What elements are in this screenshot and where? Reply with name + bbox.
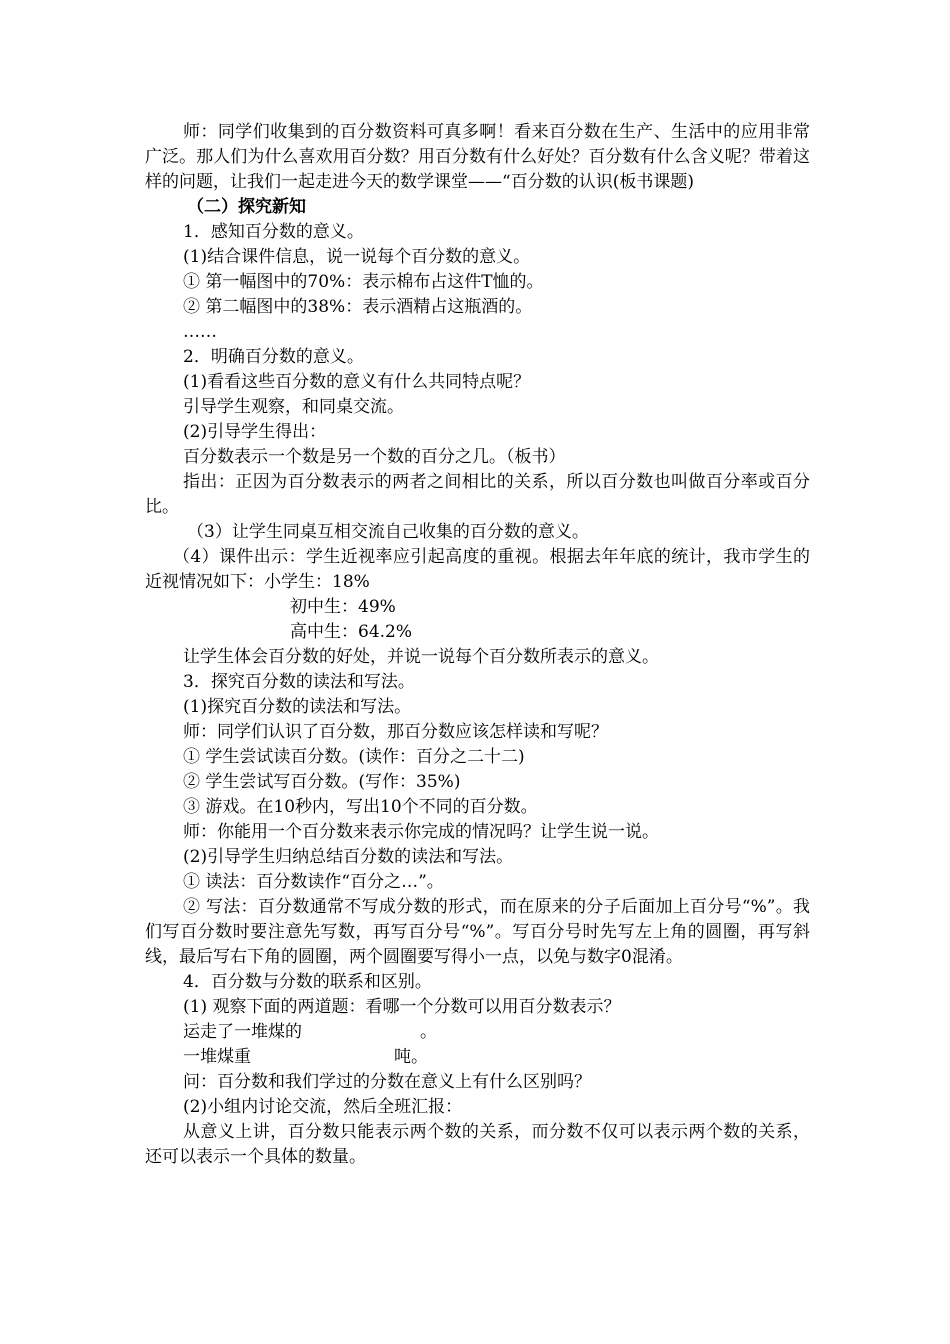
step-3-writing-rule: ② 写法：百分数通常不写成分数的形式，而在原来的分子后面加上百分号“%”。我们写百分数时要注意先写数，再写百分号“%”。写百分号时先写左上角的圆圈，再写斜线，最后写右下角的圆圈，两个圆圈要写得小一点，以免与数字0混淆。 — [145, 897, 810, 967]
example-2-prefix: 一堆煤重 — [183, 1047, 251, 1067]
step-2-item-4: （4）课件出示：学生近视率应引起高度的重视。根据去年年底的统计，我市学生的近视情况如下：小学生：18% — [145, 547, 810, 592]
step-4-conclusion: 从意义上讲，百分数只能表示两个数的关系，而分数不仅可以表示两个数的关系，还可以表示一个具体的数量。 — [145, 1122, 810, 1167]
step-2-title: 2．明确百分数的意义。 — [183, 347, 364, 367]
step-3-reading-rule: ① 读法：百分数读作“百分之…”。 — [183, 872, 444, 892]
step-4-example-1 — [145, 1020, 810, 1045]
step-3-teacher-ask: 师：你能用一个百分数来表示你完成的情况吗？让学生说一说。 — [183, 822, 659, 842]
step-4-item-1: (1) 观察下面的两道题：看哪一个分数可以用百分数表示？ — [183, 997, 621, 1017]
step-3-item-2: (2)引导学生归纳总结百分数的读法和写法。 — [183, 847, 514, 867]
stat-high-school: 高中生：64.2% — [290, 622, 413, 642]
step-3-read-try: ① 学生尝试读百分数。(读作：百分之二十二) — [183, 747, 525, 767]
step-4-question: 问：百分数和我们学过的分数在意义上有什么区别吗？ — [183, 1072, 591, 1092]
step-1-title: 1．感知百分数的意义。 — [183, 222, 364, 242]
step-3-item-1: (1)探究百分数的读法和写法。 — [183, 697, 412, 717]
intro-paragraph: 师：同学们收集到的百分数资料可真多啊！看来百分数在生产、生活中的应用非常广泛。那人们为什么喜欢用百分数？用百分数有什么好处？百分数有什么含义呢？带着这样的问题，让我们一起走进今天的数学课堂——“百分数的认识(板书课题) — [145, 122, 810, 192]
step-1-item-1-b: ② 第二幅图中的38%：表示酒精占这瓶酒的。 — [183, 297, 533, 317]
step-2-item-5: 让学生体会百分数的好处，并说一说每个百分数所表示的意义。 — [183, 647, 659, 667]
step-4-example-2 — [145, 1045, 810, 1070]
step-4-item-2: (2)小组内讨论交流，然后全班汇报： — [183, 1097, 463, 1117]
step-2-note: 指出：正因为百分数表示的两者之间相比的关系，所以百分数也叫做百分率或百分比。 — [145, 472, 810, 517]
example-1-suffix: 。 — [420, 1022, 437, 1042]
step-1-item-1: (1)结合课件信息，说一说每个百分数的意义。 — [183, 247, 531, 267]
example-1-prefix: 运走了一堆煤的 — [183, 1022, 302, 1042]
stat-middle-school: 初中生：49% — [290, 597, 396, 617]
step-2-item-1-text: 引导学生观察，和同桌交流。 — [183, 397, 404, 417]
example-2-suffix: 吨。 — [394, 1047, 428, 1067]
step-3-write-try: ② 学生尝试写百分数。(写作：35%) — [183, 772, 461, 792]
step-2-definition: 百分数表示一个数是另一个数的百分之几。（板书） — [183, 447, 566, 467]
step-3-game: ③ 游戏。在10秒内，写出10个不同的百分数。 — [183, 797, 538, 817]
step-1-item-1-a: ① 第一幅图中的70%：表示棉布占这件T恤的。 — [183, 272, 544, 292]
step-4-title: 4．百分数与分数的联系和区别。 — [183, 972, 432, 992]
step-3-teacher-question: 师：同学们认识了百分数，那百分数应该怎样读和写呢？ — [183, 722, 608, 742]
ellipsis-line: …… — [183, 322, 217, 342]
step-2-item-1: (1)看看这些百分数的意义有什么共同特点呢？ — [183, 372, 531, 392]
document-body — [145, 120, 810, 1170]
step-2-item-2: (2)引导学生得出： — [183, 422, 327, 442]
step-2-item-3: （3）让学生同桌互相交流自己收集的百分数的意义。 — [187, 522, 589, 542]
section-heading-explore: （二）探究新知 — [187, 197, 306, 217]
step-3-title: 3．探究百分数的读法和写法。 — [183, 672, 415, 692]
